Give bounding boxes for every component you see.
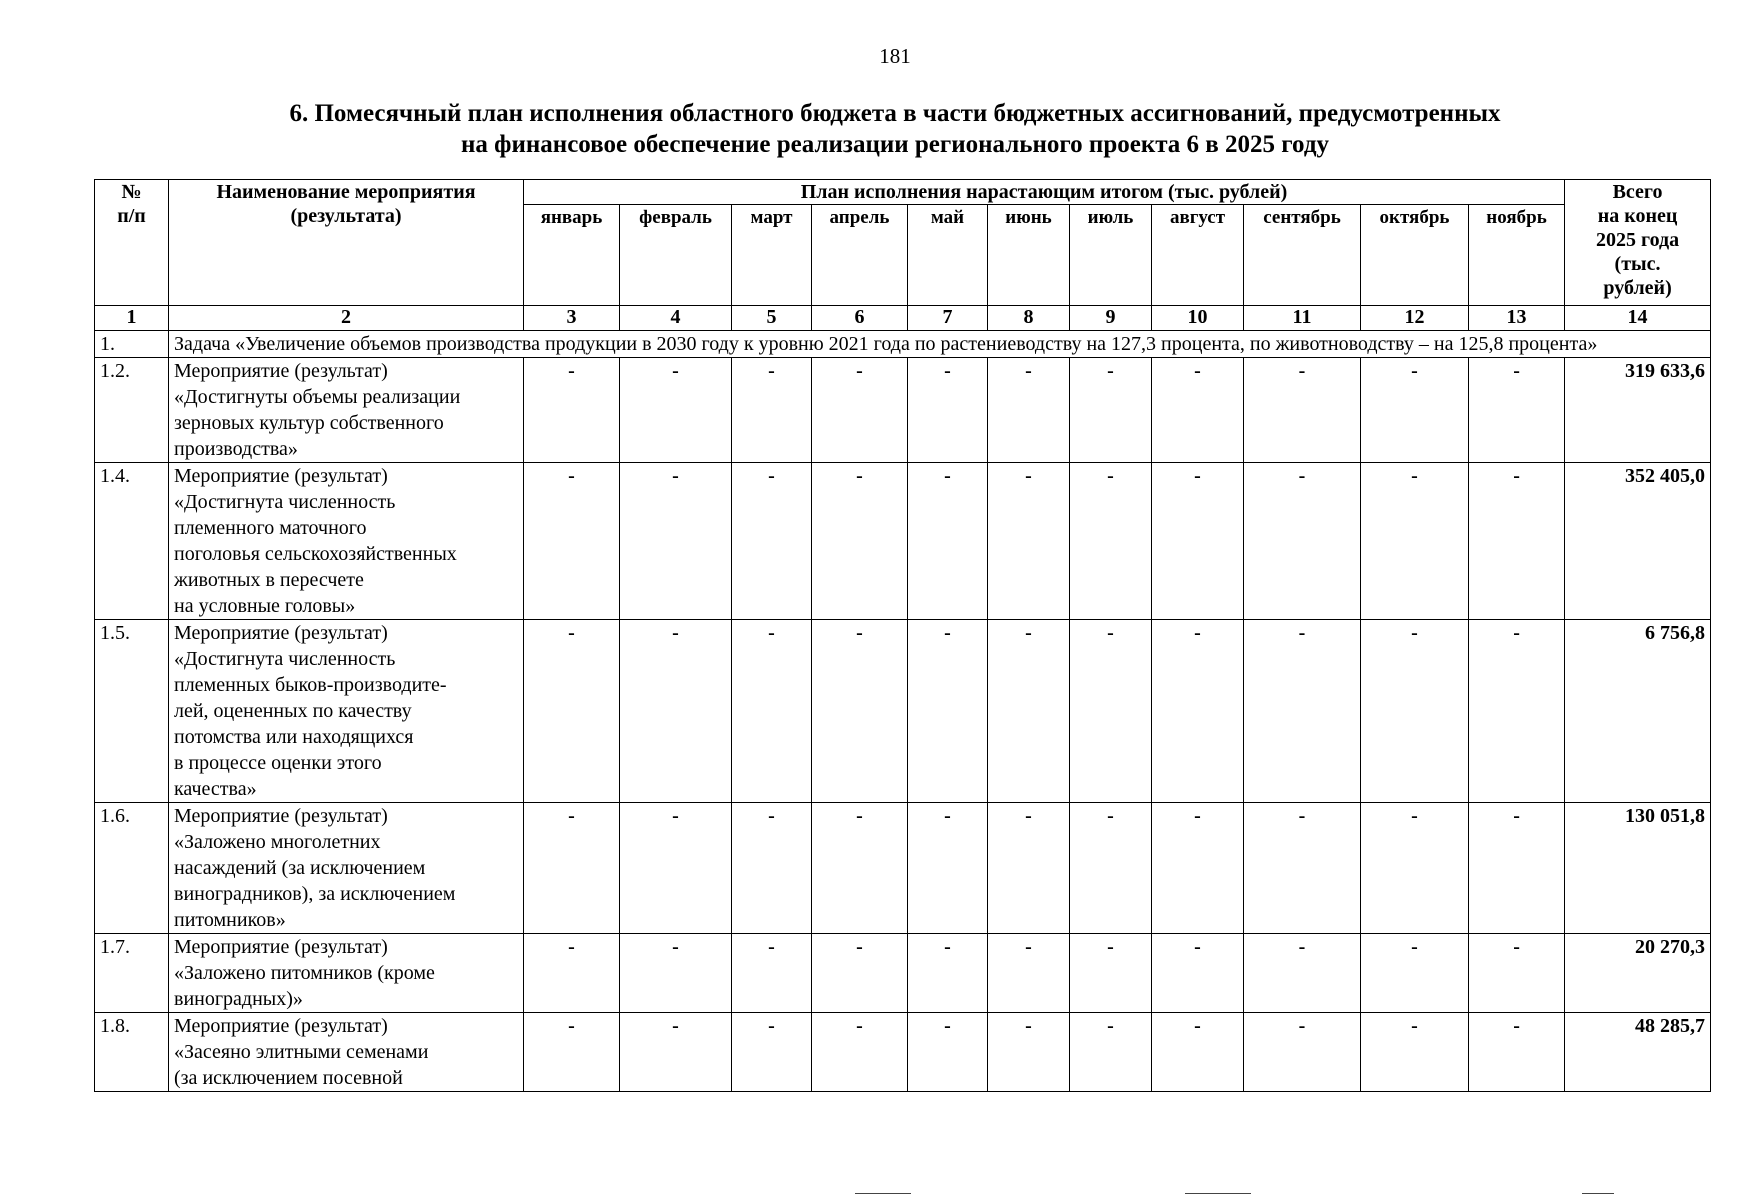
month-value: - <box>988 803 1070 934</box>
header-name: Наименование мероприятия (результата) <box>169 180 524 306</box>
column-number: 11 <box>1244 306 1361 331</box>
month-value: - <box>908 463 988 620</box>
month-value: - <box>1152 1013 1244 1092</box>
month-value: - <box>812 463 908 620</box>
column-number: 4 <box>620 306 732 331</box>
table-row <box>95 803 1711 934</box>
header-month: ноябрь <box>1469 205 1565 306</box>
header-month: март <box>732 205 812 306</box>
task-number: 1. <box>95 331 169 358</box>
month-value: - <box>988 463 1070 620</box>
month-value: - <box>988 1013 1070 1092</box>
row-total: 6 756,8 <box>1565 620 1711 803</box>
column-number: 9 <box>1070 306 1152 331</box>
month-value: - <box>1469 620 1565 803</box>
month-value: - <box>812 620 908 803</box>
month-value: - <box>732 934 812 1013</box>
row-number: 1.6. <box>95 803 169 934</box>
month-value: - <box>1152 358 1244 463</box>
budget-plan-table <box>94 179 1711 1092</box>
column-number: 8 <box>988 306 1070 331</box>
header-month: июнь <box>988 205 1070 306</box>
row-number: 1.7. <box>95 934 169 1013</box>
row-number: 1.8. <box>95 1013 169 1092</box>
page-number: 181 <box>879 44 911 68</box>
month-value: - <box>812 803 908 934</box>
month-value: - <box>908 934 988 1013</box>
column-number: 6 <box>812 306 908 331</box>
column-number: 13 <box>1469 306 1565 331</box>
month-value: - <box>1469 358 1565 463</box>
task-row <box>95 331 1711 358</box>
month-value: - <box>1152 803 1244 934</box>
month-value: - <box>732 803 812 934</box>
row-name: Мероприятие (результат) «Достигнуты объемы реализации зерновых культур собственного производства» <box>169 358 524 463</box>
month-value: - <box>812 358 908 463</box>
month-value: - <box>620 358 732 463</box>
month-value: - <box>988 934 1070 1013</box>
row-total: 20 270,3 <box>1565 934 1711 1013</box>
month-value: - <box>988 620 1070 803</box>
month-value: - <box>732 358 812 463</box>
month-value: - <box>908 1013 988 1092</box>
title-line-1: 6. Помесячный план исполнения областного бюджета в части бюджетных ассигнований, предусмотренных <box>289 100 1501 127</box>
month-value: - <box>1469 934 1565 1013</box>
row-number: 1.2. <box>95 358 169 463</box>
month-value: - <box>1361 1013 1469 1092</box>
month-value: - <box>1070 463 1152 620</box>
month-value: - <box>1244 803 1361 934</box>
month-value: - <box>1244 1013 1361 1092</box>
month-value: - <box>812 934 908 1013</box>
row-name: Мероприятие (результат) «Заложено многолетних насаждений (за исключением виноградников), за исключением питомников» <box>169 803 524 934</box>
month-value: - <box>1070 1013 1152 1092</box>
month-value: - <box>1469 1013 1565 1092</box>
column-number: 2 <box>169 306 524 331</box>
month-value: - <box>1361 463 1469 620</box>
document-title <box>0 98 1760 160</box>
month-value: - <box>732 1013 812 1092</box>
row-name: Мероприятие (результат) «Засеяно элитными семенами (за исключением посевной <box>169 1013 524 1092</box>
row-total: 48 285,7 <box>1565 1013 1711 1092</box>
header-month: май <box>908 205 988 306</box>
header-month: октябрь <box>1361 205 1469 306</box>
row-total: 352 405,0 <box>1565 463 1711 620</box>
header-month: январь <box>524 205 620 306</box>
month-value: - <box>1070 358 1152 463</box>
month-value: - <box>1244 934 1361 1013</box>
column-number: 14 <box>1565 306 1711 331</box>
month-value: - <box>620 1013 732 1092</box>
table-row <box>95 620 1711 803</box>
column-number: 1 <box>95 306 169 331</box>
month-value: - <box>524 620 620 803</box>
header-row-top <box>95 180 1711 205</box>
month-value: - <box>908 358 988 463</box>
month-value: - <box>908 803 988 934</box>
month-value: - <box>524 358 620 463</box>
table-row <box>95 463 1711 620</box>
table-row <box>95 358 1711 463</box>
table-row <box>95 1013 1711 1092</box>
header-no: № п/п <box>95 180 169 306</box>
month-value: - <box>524 463 620 620</box>
month-value: - <box>620 463 732 620</box>
month-value: - <box>1244 620 1361 803</box>
month-value: - <box>1469 803 1565 934</box>
row-total: 130 051,8 <box>1565 803 1711 934</box>
month-value: - <box>1152 620 1244 803</box>
month-value: - <box>1361 934 1469 1013</box>
month-value: - <box>524 934 620 1013</box>
month-value: - <box>1070 620 1152 803</box>
month-value: - <box>908 620 988 803</box>
header-month: сентябрь <box>1244 205 1361 306</box>
month-value: - <box>1361 358 1469 463</box>
month-value: - <box>1469 463 1565 620</box>
row-name: Мероприятие (результат) «Достигнута численность племенных быков-производите- лей, оцененных по качеству потомства или находящихся в процессе оценки этого качества» <box>169 620 524 803</box>
header-month: февраль <box>620 205 732 306</box>
column-number: 3 <box>524 306 620 331</box>
month-value: - <box>524 1013 620 1092</box>
month-value: - <box>732 620 812 803</box>
month-value: - <box>812 1013 908 1092</box>
month-value: - <box>1361 803 1469 934</box>
header-month: август <box>1152 205 1244 306</box>
column-number: 10 <box>1152 306 1244 331</box>
row-name: Мероприятие (результат) «Заложено питомников (кроме виноградных)» <box>169 934 524 1013</box>
row-number: 1.5. <box>95 620 169 803</box>
month-value: - <box>732 463 812 620</box>
month-value: - <box>1070 803 1152 934</box>
column-number: 7 <box>908 306 988 331</box>
month-value: - <box>1361 620 1469 803</box>
header-plan: План исполнения нарастающим итогом (тыс. рублей) <box>524 180 1565 205</box>
month-value: - <box>620 620 732 803</box>
month-value: - <box>524 803 620 934</box>
header-month: апрель <box>812 205 908 306</box>
header-row-column-numbers <box>95 306 1711 331</box>
title-line-2: на финансовое обеспечение реализации регионального проекта 6 в 2025 году <box>461 131 1329 158</box>
month-value: - <box>620 803 732 934</box>
header-month: июль <box>1070 205 1152 306</box>
footer-rule-2 <box>1185 1193 1251 1194</box>
task-text: Задача «Увеличение объемов производства продукции в 2030 году к уровню 2021 года по растениеводству на 127,3 процента, по животноводству – на 125,8 процента» <box>169 331 1711 358</box>
row-name: Мероприятие (результат) «Достигнута численность племенного маточного поголовья сельскохозяйственных животных в пересчете на условные головы» <box>169 463 524 620</box>
column-number: 12 <box>1361 306 1469 331</box>
month-value: - <box>1244 358 1361 463</box>
month-value: - <box>620 934 732 1013</box>
month-value: - <box>1070 934 1152 1013</box>
row-total: 319 633,6 <box>1565 358 1711 463</box>
header-total: Всего на конец 2025 года (тыс. рублей) <box>1565 180 1711 306</box>
month-value: - <box>1244 463 1361 620</box>
footer-rule-1 <box>855 1193 911 1194</box>
month-value: - <box>1152 463 1244 620</box>
month-value: - <box>1152 934 1244 1013</box>
table-row <box>95 934 1711 1013</box>
column-number: 5 <box>732 306 812 331</box>
row-number: 1.4. <box>95 463 169 620</box>
month-value: - <box>988 358 1070 463</box>
footer-rule-3 <box>1582 1193 1614 1194</box>
